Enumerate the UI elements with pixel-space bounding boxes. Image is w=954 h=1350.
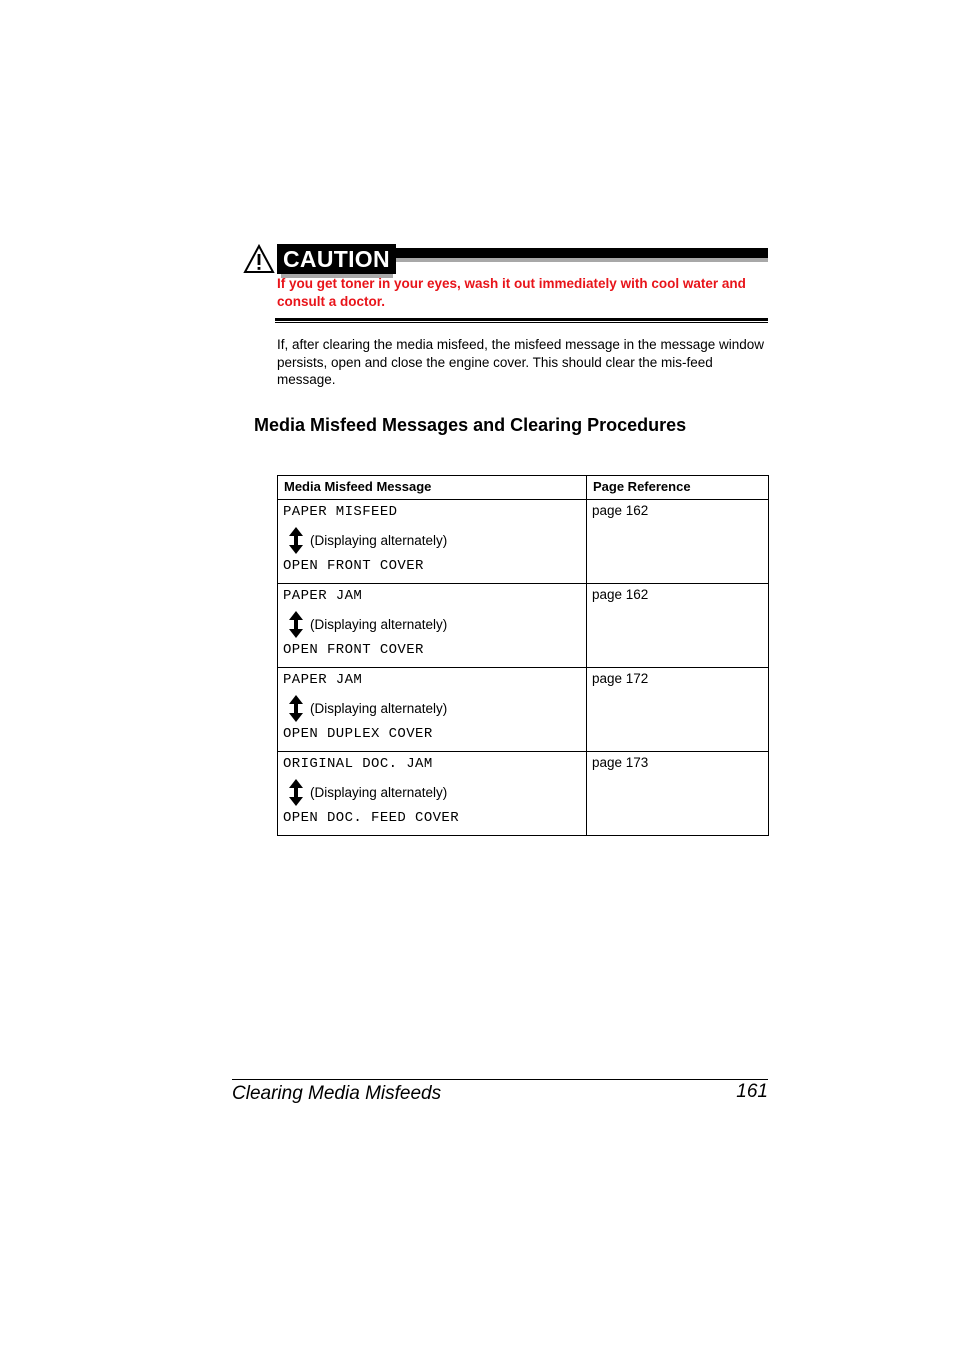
caution-bar [389,248,768,258]
message-cell [278,500,587,584]
header-message: Media Misfeed Message [278,476,587,500]
misfeed-table [277,475,769,836]
table-row [278,500,769,584]
alternate-text: (Displaying alternately) [310,700,448,716]
page-cell [587,668,769,752]
caution-rule [275,318,768,321]
alternate-text: (Displaying alternately) [310,784,448,800]
alternate-note [278,694,586,722]
caution-rule-thin [275,322,768,323]
intro-paragraph: If, after clearing the media misfeed, the misfeed message in the message window persists, open and close the engine cover. This should clear the mis-feed message. [277,337,764,387]
message-cell [278,752,587,836]
alternate-note [278,526,586,554]
caution-text: If you get toner in your eyes, wash it out immediately with cool water and consult a doctor. [277,276,746,309]
page-cell [587,752,769,836]
message-line-1: PAPER JAM [283,588,363,604]
alternate-note [278,778,586,806]
page-reference: page 162 [592,587,649,602]
table-row [278,584,769,668]
alternate-text: (Displaying alternately) [310,532,448,548]
page-reference: page 172 [592,671,649,686]
footer-title: Clearing Media Misfeeds [232,1083,442,1104]
message-line-1: ORIGINAL DOC. JAM [283,756,433,772]
page-cell [587,500,769,584]
up-down-arrow-icon [289,527,303,554]
message-line-2: OPEN FRONT COVER [283,558,424,574]
footer-rule [232,1079,768,1080]
page-cell [587,584,769,668]
message-cell [278,668,587,752]
alternate-note [278,610,586,638]
up-down-arrow-icon [289,779,303,806]
up-down-arrow-icon [289,695,303,722]
message-line-2: OPEN DUPLEX COVER [283,726,433,742]
section-heading: Media Misfeed Messages and Clearing Procedures [254,415,687,435]
message-line-2: OPEN DOC. FEED COVER [283,810,460,826]
table-row [278,752,769,836]
caution-bar-shadow [389,258,768,262]
table-row [278,668,769,752]
page-reference: page 173 [592,755,649,770]
caution-label: CAUTION [277,244,396,274]
message-line-2: OPEN FRONT COVER [283,642,424,658]
page-number: 161 [736,1081,768,1102]
alternate-text: (Displaying alternately) [310,616,448,632]
message-line-1: PAPER JAM [283,672,363,688]
message-line-1: PAPER MISFEED [283,504,398,520]
message-cell [278,584,587,668]
page-reference: page 162 [592,503,649,518]
up-down-arrow-icon [289,611,303,638]
warning-triangle-icon [243,244,275,274]
table-header-row [278,476,769,500]
header-page-reference: Page Reference [587,476,769,500]
